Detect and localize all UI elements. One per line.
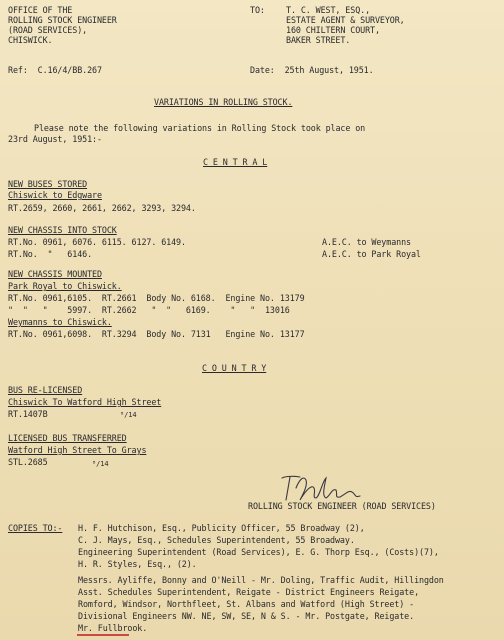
- document-title: VARIATIONS IN ROLLING STOCK.: [154, 97, 293, 107]
- section-heading-central: C E N T R A L: [203, 157, 268, 167]
- intro-line-2: 23rd August, 1951:-: [8, 134, 102, 144]
- new-buses-heading: NEW BUSES STORED: [8, 179, 88, 189]
- chassis-row-2-dest: A.E.C. to Park Royal: [322, 249, 421, 259]
- section-heading-country: C O U N T R Y: [202, 363, 267, 373]
- recipient-line-4: BAKER STREET.: [286, 35, 351, 45]
- copies-line-6: Asst. Schedules Superintendent, Reigate - District Engineers Reigate,: [78, 587, 420, 597]
- relicensed-route: Chiswick To Watford High Street: [8, 397, 162, 407]
- transferred-heading: LICENSED BUS TRANSFERRED: [8, 433, 127, 443]
- sender-line-4: CHISWICK.: [8, 35, 53, 45]
- chassis-row-1: RT.No. 0961, 6076. 6115. 6127. 6149.: [8, 237, 186, 247]
- new-buses-list: RT.2659, 2660, 2661, 2662, 3293, 3294.: [8, 203, 196, 213]
- intro-line-1: Please note the following variations in Rolling Stock took place on: [34, 123, 366, 133]
- recipient-line-2: ESTATE AGENT & SURVEYOR,: [286, 15, 405, 25]
- sender-line-1: OFFICE OF THE: [8, 5, 73, 15]
- copies-line-8: Divisional Engineers NW. NE, SW, SE, N & S. - Mr. Postgate, Reigate.: [78, 611, 415, 621]
- red-underline-mark: [77, 634, 129, 636]
- copies-line-9: Mr. Fullbrook.: [78, 623, 148, 633]
- copies-line-3: Engineering Superintendent (Road Services), E. G. Thorp Esq., (Costs)(7),: [78, 547, 439, 557]
- recipient-line-3: 160 CHILTERN COURT,: [286, 25, 380, 35]
- transferred-note: ⁸/14: [92, 460, 109, 468]
- sender-line-2: ROLLING STOCK ENGINEER: [8, 15, 117, 25]
- chassis-row-1-dest: A.E.C. to Weymanns: [322, 237, 411, 247]
- copies-line-2: C. J. Mays, Esq., Schedules Superintendent, 55 Broadway.: [78, 535, 355, 545]
- copies-line-4: H. R. Styles, Esq., (2).: [78, 559, 197, 569]
- mounted-route-1: Park Royal to Chiswick.: [8, 281, 122, 291]
- letter-date: Date: 25th August, 1951.: [250, 65, 374, 75]
- relicensed-note: ⁸/14: [120, 411, 137, 419]
- copies-line-5: Messrs. Ayliffe, Bonny and O'Neill - Mr. Doling, Traffic Audit, Hillingdon: [78, 575, 444, 585]
- mounted-heading: NEW CHASSIS MOUNTED: [8, 269, 102, 279]
- relicensed-heading: BUS RE-LICENSED: [8, 385, 83, 395]
- copies-line-7: Romford, Windsor, Northfleet, St. Albans and Watford (High Street) -: [78, 599, 415, 609]
- mounted-route-2: Weymanns to Chiswick.: [8, 317, 112, 327]
- chassis-row-2: RT.No. " 6146.: [8, 249, 93, 259]
- transferred-route: Watford High Street To Grays: [8, 445, 147, 455]
- copies-label: COPIES TO:-: [8, 523, 63, 533]
- to-label: TO:: [250, 5, 265, 15]
- recipient-line-1: T. C. WEST, ESQ.,: [286, 5, 371, 15]
- relicensed-bus: RT.1407B: [8, 409, 48, 419]
- mounted-row-3: RT.No. 0961,6098. RT.3294 Body No. 7131 Engine No. 13177: [8, 329, 305, 339]
- signature-title: ROLLING STOCK ENGINEER (ROAD SERVICES): [248, 501, 436, 511]
- new-buses-route: Chiswick to Edgware: [8, 190, 102, 200]
- reference: Ref: C.16/4/BB.267: [8, 65, 102, 75]
- sender-line-3: (ROAD SERVICES),: [8, 25, 88, 35]
- copies-line-1: H. F. Hutchison, Esq., Publicity Officer, 55 Broadway (2),: [78, 523, 365, 533]
- transferred-bus: STL.2685: [8, 457, 48, 467]
- mounted-row-2: " " " 5997. RT.2662 " " 6169. " " 13016: [8, 305, 290, 315]
- mounted-row-1: RT.No. 0961,6105. RT.2661 Body No. 6168. Engine No. 13179: [8, 293, 305, 303]
- chassis-stock-heading: NEW CHASSIS INTO STOCK: [8, 225, 117, 235]
